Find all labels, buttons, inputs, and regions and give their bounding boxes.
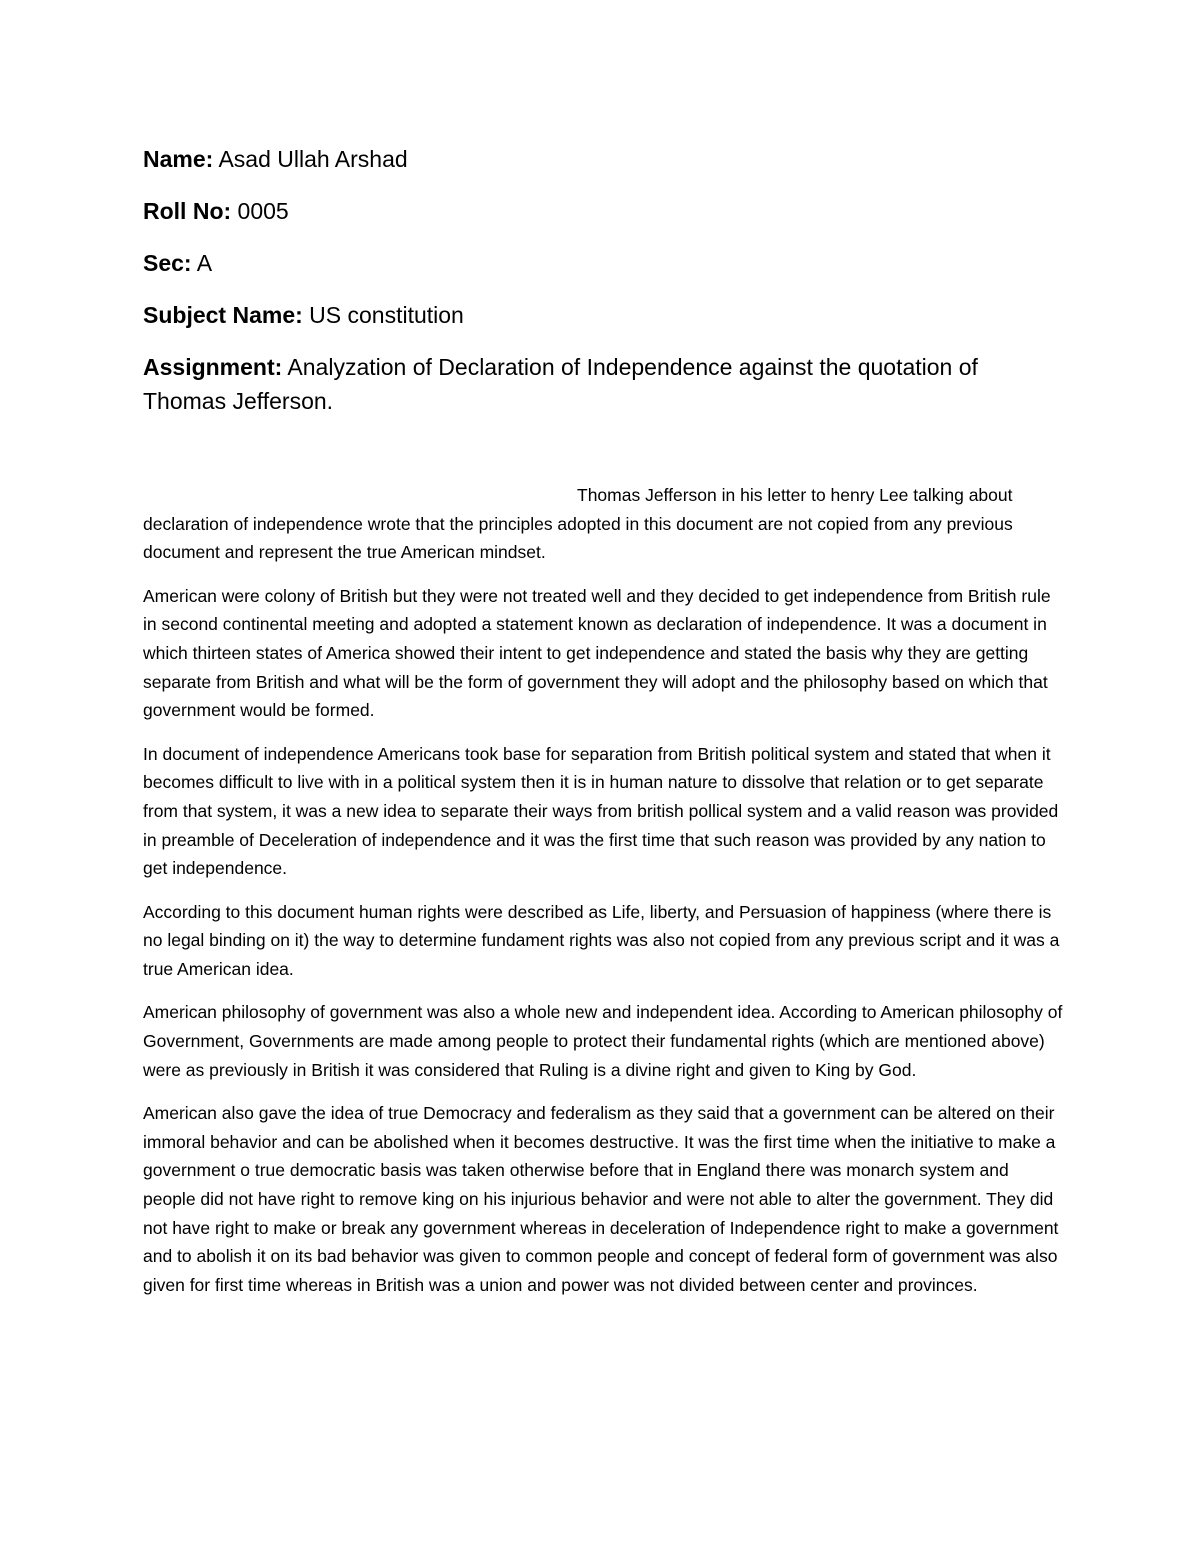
assignment-line	[143, 350, 1063, 418]
assignment-value: Analyzation of Declaration of Independence against the quotation of Thomas Jefferson.	[143, 354, 978, 414]
assignment-label: Assignment:	[143, 354, 283, 380]
body-paragraph: American also gave the idea of true Democracy and federalism as they said that a government can be altered on their immoral behavior and can be abolished when it becomes destructive. It was the first time when the initiative to make a government o true democratic basis was taken otherwise before that in England there was monarch system and people did not have right to remove king on his injurious behavior and were not able to alter the government. They did not have right to make or break any government whereas in deceleration of Independence right to make a government and to abolish it on its bad behavior was given to common people and concept of federal form of government was also given for first time whereas in British was a union and power was not divided between center and provinces.	[143, 1102, 1059, 1296]
name-value: Asad Ullah Arshad	[218, 146, 408, 172]
name-label: Name:	[143, 146, 214, 172]
section-line	[143, 246, 1063, 280]
section-label: Sec:	[143, 250, 192, 276]
subject-line	[143, 298, 1063, 332]
body-paragraph: American were colony of British but they were not treated well and they decided to get independence from British rule in second continental meeting and adopted a statement known as declaration of independence. It was a document in which thirteen states of America showed their intent to get independence and stated the basis why they are getting separate from British and what will be the form of government they will adopt and the philosophy based on which that government would be formed.	[143, 585, 1051, 721]
section-value: A	[196, 250, 213, 276]
roll-number-label: Roll No:	[143, 198, 232, 224]
body-paragraph: Thomas Jefferson in his letter to henry Lee talking about declaration of independence wrote that the principles adopted in this document are not copied from any previous document and represent the true American mindset.	[143, 485, 1013, 563]
body-paragraph: According to this document human rights were described as Life, liberty, and Persuasion of happiness (where there is no legal binding on it) the way to determine fundament rights was also not copied from any previous script and it was a true American idea.	[143, 901, 1060, 980]
document-body	[143, 481, 1063, 1314]
subject-value: US constitution	[309, 302, 464, 328]
roll-number-value: 0005	[237, 198, 289, 224]
body-paragraph: In document of independence Americans took base for separation from British political system and stated that when it becomes difficult to live with in a political system then it is in human nature to dissolve that relation or to get separate from that system, it was a new idea to separate their ways from british pollical system and a valid reason was provided in preamble of Deceleration of independence and it was the first time that such reason was provided by any nation to get independence.	[143, 743, 1059, 879]
roll-number-line	[143, 194, 1063, 228]
subject-label: Subject Name:	[143, 302, 303, 328]
body-paragraph: American philosophy of government was also a whole new and independent idea. According to American philosophy of Government, Governments are made among people to protect their fundamental rights (which are mentioned above) were as previously in British it was considered that Ruling is a divine right and given to King by God.	[143, 1002, 1063, 1080]
name-line	[143, 142, 1063, 176]
document-header	[143, 142, 1063, 436]
